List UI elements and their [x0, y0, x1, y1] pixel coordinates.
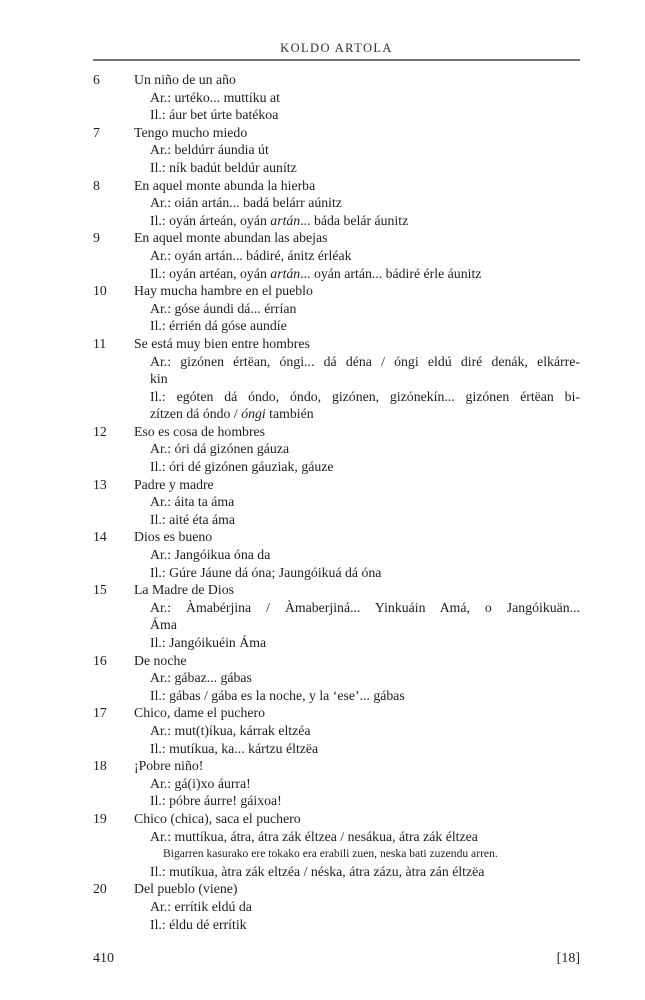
ar-response-line	[134, 353, 580, 371]
item-title: Se está muy bien entre hombres	[134, 335, 310, 351]
list-item	[93, 652, 580, 705]
item-number: 15	[93, 582, 107, 598]
item-body	[134, 652, 580, 705]
item-title: En aquel monte abundan las abejas	[134, 230, 328, 246]
list-item	[93, 124, 580, 177]
item-number: 12	[93, 423, 107, 439]
text-segment: Il.: óri dé gizónen gáuziak, gáuze	[150, 459, 334, 475]
item-body	[134, 177, 580, 230]
il-response-line	[134, 159, 580, 177]
ar-response-line	[134, 194, 580, 212]
text-segment: Áma	[150, 617, 177, 633]
ar-response-line	[134, 722, 580, 740]
text-segment: Il.: oyán artéan, oyán	[150, 265, 271, 281]
item-title: De noche	[134, 652, 187, 668]
item-body	[134, 476, 580, 529]
list-item	[93, 810, 580, 880]
text-segment: ... oyán artán... bádiré érle áunitz	[300, 265, 482, 281]
text-segment: Il.: póbre áurre! gáixoa!	[150, 793, 282, 809]
il-response-line	[134, 458, 580, 476]
running-header	[93, 41, 580, 56]
list-item	[93, 757, 580, 810]
text-segment: zítzen dá óndo /	[150, 406, 242, 422]
item-body	[134, 704, 580, 757]
item-title: En aquel monte abunda la hierba	[134, 177, 316, 193]
item-number: 11	[93, 335, 107, 351]
item-body	[134, 581, 580, 651]
text-segment: ... báda belár áunitz	[300, 212, 409, 228]
text-segment: Il.: mutíkua, ka... kártzu éltzëa	[150, 740, 319, 756]
continuation-line	[134, 405, 580, 423]
text-segment: Il.: éldu dé errítik	[150, 916, 247, 932]
il-response-line	[134, 388, 580, 406]
text-segment: Il.: gábas / gába es la noche, y la ‘ese’... gábas	[150, 687, 405, 703]
il-response-line	[134, 317, 580, 335]
text-segment: Ar.: gizónen értëan, óngi... dá déna / óngi eldú diré denák, elkárre-	[150, 353, 580, 369]
text-segment: Il.: oyán árteán, oyán	[150, 212, 271, 228]
ar-response-line	[134, 141, 580, 159]
item-number: 13	[93, 476, 107, 492]
ar-response-line	[134, 775, 580, 793]
italic-text-segment: óngi	[241, 406, 266, 422]
text-segment: Il.: egóten dá óndo, óndo, gizónen, gizónekín... gizónen értëan bi-	[150, 388, 580, 404]
item-title: Un niño de un año	[134, 72, 236, 87]
ar-response-line	[134, 599, 580, 617]
il-response-line	[134, 792, 580, 810]
il-response-line	[134, 212, 580, 230]
item-title: Dios es bueno	[134, 529, 213, 545]
continuation-line	[134, 370, 580, 388]
ar-response-line	[134, 89, 580, 107]
item-title: La Madre de Dios	[134, 582, 234, 598]
il-response-line	[134, 564, 580, 582]
item-number: 16	[93, 652, 107, 668]
ar-response-line	[134, 669, 580, 687]
item-number: 19	[93, 810, 107, 826]
item-body	[134, 810, 580, 880]
list-item	[93, 282, 580, 335]
item-title: ¡Pobre niño!	[134, 758, 204, 774]
list-item	[93, 335, 580, 423]
text-segment: Ar.: beldúrr áundia út	[150, 142, 269, 158]
italic-text-segment: artán	[270, 265, 301, 281]
text-segment: Bigarren kasurako ere tokako era erabili zuen, neska bati zuzendu arren.	[163, 847, 498, 861]
il-response-line	[134, 916, 580, 934]
item-number: 9	[93, 230, 100, 246]
il-response-line	[134, 687, 580, 705]
item-number: 14	[93, 529, 107, 545]
page-number: 410	[93, 951, 114, 966]
list-item	[93, 528, 580, 581]
italic-text-segment: artán	[270, 212, 301, 228]
item-title: Hay mucha hambre en el pueblo	[134, 283, 313, 299]
list-item	[93, 880, 580, 933]
text-segment: Ar.: Jangóikua óna da	[150, 547, 271, 563]
running-header-title: KOLDO ARTOLA	[280, 41, 393, 55]
text-segment: Ar.: muttíkua, átra, átra zák éltzea / nesákua, átra zák éltzea	[150, 828, 478, 844]
text-segment: Il.: mutíkua, àtra zák eltzéa / néska, átra zázu, àtra zán éltzëa	[150, 863, 485, 879]
ar-response-line	[134, 493, 580, 511]
page-footer	[93, 951, 580, 967]
item-title: Chico (chica), saca el puchero	[134, 810, 301, 826]
item-body	[134, 71, 580, 124]
ar-response-line	[134, 898, 580, 916]
text-segment: Il.: ník badút beldúr aunítz	[150, 159, 297, 175]
list-item	[93, 476, 580, 529]
item-body	[134, 229, 580, 282]
numbered-phrase-list	[93, 71, 580, 933]
item-body	[134, 124, 580, 177]
item-body	[134, 880, 580, 933]
text-segment: Ar.: urtéko... muttíku at	[150, 89, 280, 105]
item-title: Chico, dame el puchero	[134, 705, 266, 721]
ar-response-line	[134, 828, 580, 846]
list-item	[93, 581, 580, 651]
continuation-line	[134, 616, 580, 634]
item-title: Tengo mucho miedo	[134, 124, 248, 140]
il-response-line	[134, 740, 580, 758]
folio-number: [18]	[556, 951, 580, 966]
ar-response-line	[134, 546, 580, 564]
item-number: 7	[93, 124, 100, 140]
text-segment: Il.: áur bet úrte batékoa	[150, 107, 279, 123]
il-response-line	[134, 863, 580, 881]
item-title: Eso es cosa de hombres	[134, 423, 266, 439]
text-segment: Ar.: oyán artán... bádiré, ánitz érléak	[150, 247, 352, 263]
ar-response-line	[134, 300, 580, 318]
text-segment: kin	[150, 371, 168, 387]
item-body	[134, 335, 580, 423]
item-number: 18	[93, 758, 107, 774]
text-segment: también	[265, 406, 314, 422]
text-segment: Ar.: errítik eldú da	[150, 898, 252, 914]
il-response-line	[134, 511, 580, 529]
text-segment: Ar.: gá(i)xo áurra!	[150, 775, 251, 791]
item-number: 17	[93, 705, 107, 721]
item-number: 10	[93, 283, 107, 299]
item-body	[134, 282, 580, 335]
text-segment: Ar.: Àmabérjina / Àmaberjiná... Yinkuáin Amá, o Jangóikuän...	[150, 599, 580, 615]
text-segment: Il.: Jangóikuéin Áma	[150, 635, 267, 650]
ar-response-line	[134, 247, 580, 265]
il-response-line	[134, 265, 580, 283]
text-segment: Ar.: óri dá gizónen gáuza	[150, 441, 290, 457]
item-number: 8	[93, 177, 100, 193]
text-segment: Ar.: mut(t)íkua, kárrak eltzéa	[150, 722, 311, 738]
text-segment: Il.: Gúre Jáune dá óna; Jaungóikuá dá óna	[150, 564, 382, 580]
text-segment: Il.: érrién dá góse aundíe	[150, 318, 287, 334]
list-item	[93, 704, 580, 757]
list-item	[93, 229, 580, 282]
il-response-line	[134, 634, 580, 652]
item-body	[134, 423, 580, 476]
text-segment: Ar.: gábaz... gábas	[150, 670, 252, 686]
list-item	[93, 423, 580, 476]
item-number: 20	[93, 881, 107, 897]
item-body	[134, 757, 580, 810]
item-title: Del pueblo (viene)	[134, 881, 238, 897]
ar-response-line	[134, 440, 580, 458]
text-segment: Ar.: góse áundi dá... érrían	[150, 300, 297, 316]
header-rule	[93, 59, 580, 61]
il-response-line	[134, 106, 580, 124]
text-segment: Il.: aité éta áma	[150, 511, 236, 527]
list-item	[93, 71, 580, 124]
item-body	[134, 528, 580, 581]
text-segment: Ar.: áita ta áma	[150, 494, 235, 510]
footnote-line	[134, 845, 580, 863]
item-title: Padre y madre	[134, 476, 214, 492]
list-item	[93, 177, 580, 230]
item-number: 6	[93, 72, 100, 87]
text-segment: Ar.: oián artán... badá belárr aúnitz	[150, 195, 342, 211]
